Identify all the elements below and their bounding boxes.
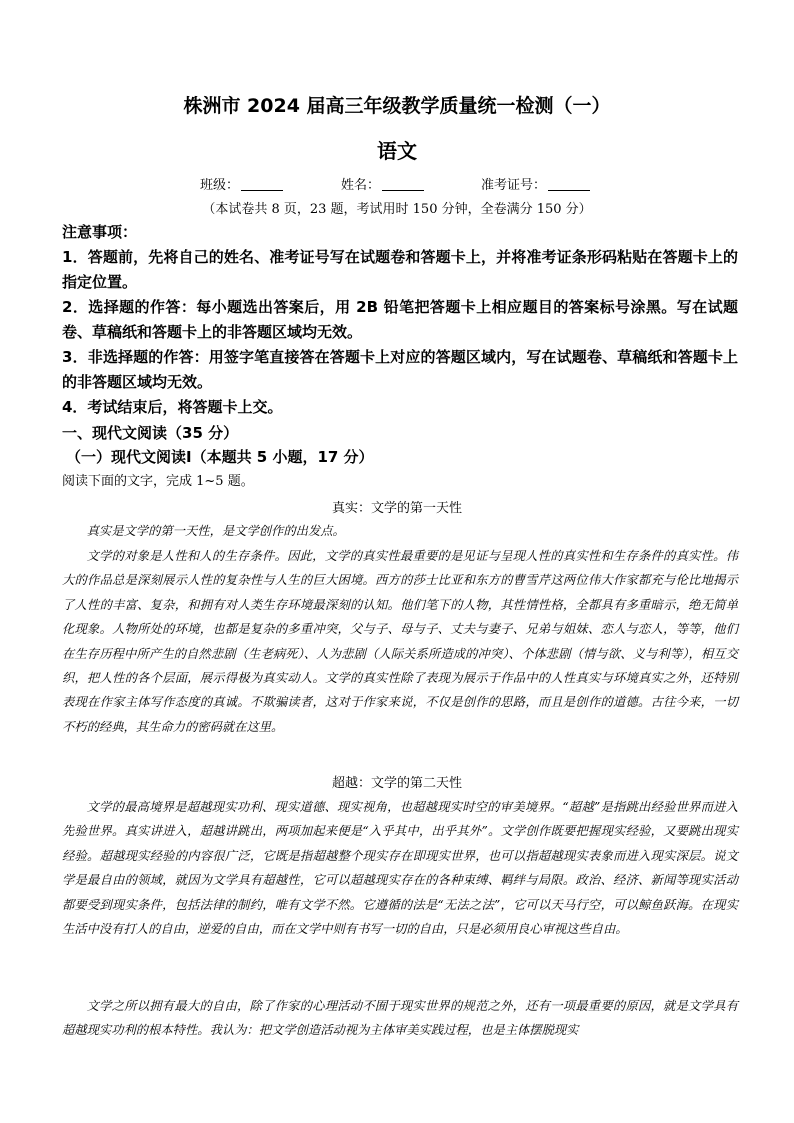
notice-item: 1．答题前，先将自己的姓名、准考证号写在试题卷和答题卡上，并将准考证条形码粘贴在答题卡上的指定位置。 xyxy=(62,248,738,291)
class-label: 班级： xyxy=(200,178,240,193)
ticket-field xyxy=(481,174,590,193)
name-blank xyxy=(382,177,424,191)
name-label: 姓名： xyxy=(341,178,381,193)
reading-instruction: 阅读下面的文字，完成 1~5 题。 xyxy=(62,474,254,489)
ticket-label: 准考证号： xyxy=(481,178,547,193)
class-blank xyxy=(241,177,283,191)
notice-item: 4．考试结束后，将答题卡上交。 xyxy=(62,398,283,416)
class-field xyxy=(200,174,283,193)
notice-item: 3．非选择题的作答：用签字笔直接答在答题卡上对应的答题区域内，写在试题卷、草稿纸和答题卡上的非答题区域均无效。 xyxy=(62,348,738,391)
section-heading: 一、现代文阅读（35 分） xyxy=(62,424,239,442)
exam-note: （本试卷共 8 页，23 题，考试用时 150 分钟，全卷满分 150 分） xyxy=(202,202,592,217)
notice-item: 2．选择题的作答：每小题选出答案后，用 2B 铅笔把答题卡上相应题目的答案标号涂黑。写在试题卷、草稿纸和答题卡上的非答题区域均无效。 xyxy=(62,298,738,341)
subject-title: 语文 xyxy=(377,139,417,163)
student-info-row xyxy=(0,174,794,194)
essay-paragraph: 真实是文学的第一天性，是文学创作的出发点。 xyxy=(86,524,345,538)
essay-paragraph: 文学的最高境界是超越现实功利、现实道德、现实视角，也超越现实时空的审美境界。“超越”是指跳出经验世界而进入先验世界。真实讲进入，超越讲跳出，两项加起来便是“入乎其中，出乎其外”。文学创作既要把握现实经验，又要跳出现实经验。超越现实经验的内容很广泛，它既是指超越整个现实存在即现实世界，也可以指超越现实表象而进入现实深层。说文学是最自由的领域，就因为文学具有超越性，它可以超越现实存在的各种束缚、羁绊与局限。政治、经济、新闻等现实活动都要受到现实条件，包括法律的制约，唯有文学不然。它遵循的法是“无法之法”，它可以天马行空，可以鲸鱼跃海。在现实生活中没有打人的自由，逆爱的自由，而在文学中则有书写一切的自由，只是必须用良心审视这些自由。 xyxy=(62,800,738,937)
notice-heading: 注意事项： xyxy=(62,223,138,241)
essay-part2-title: 超越：文学的第二天性 xyxy=(331,776,462,791)
exam-title: 株洲市 2024 届高三年级教学质量统一检测（一） xyxy=(183,95,611,117)
ticket-blank xyxy=(548,177,590,191)
essay-part1-title: 真实：文学的第一天性 xyxy=(331,501,462,516)
notice-block xyxy=(62,220,738,420)
essay-paragraph: 文学之所以拥有最大的自由，除了作家的心理活动不囿于现实世界的规范之外，还有一项最重要的原因，就是文学具有超越现实功利的根本特性。我认为：把文学创造活动视为主体审美实践过程，也是主体摆脱现实 xyxy=(62,999,738,1038)
subsection-heading: （一）现代文阅读Ⅰ（本题共 5 小题，17 分） xyxy=(66,448,374,466)
name-field xyxy=(341,174,424,193)
essay-paragraph: 文学的对象是人性和人的生存条件。因此，文学的真实性最重要的是见证与呈现人性的真实性和生存条件的真实性。伟大的作品总是深刻展示人性的复杂性与人生的巨大困境。西方的莎士比亚和东方的曹雪芹这两位伟大作家都充与伦比地揭示了人性的丰富、复杂，和拥有对人类生存环境最深刻的认知。他们笔下的人物，其性情性格，全都具有多重暗示，绝无简单化现象。人物所处的环境，也都是复杂的多重冲突，父与子、母与子、丈夫与妻子、兄弟与姐妹、恋人与恋人，等等，他们在生存历程中所产生的自然悲剧（生老病死）、人为悲剧（人际关系所造成的冲突）、个体悲剧（情与欲、义与利等），相互交织，把人性的各个层面，展示得极为真实动人。文学的真实性除了表现为展示于作品中的人性真实与环境真实之外，还特别表现在作家主体写作态度的真诚。不欺骗读者，这对于作家来说，不仅是创作的思路，而且是创作的道德。古往今来，一切不朽的经典，其生命力的密码就在这里。 xyxy=(62,549,738,734)
